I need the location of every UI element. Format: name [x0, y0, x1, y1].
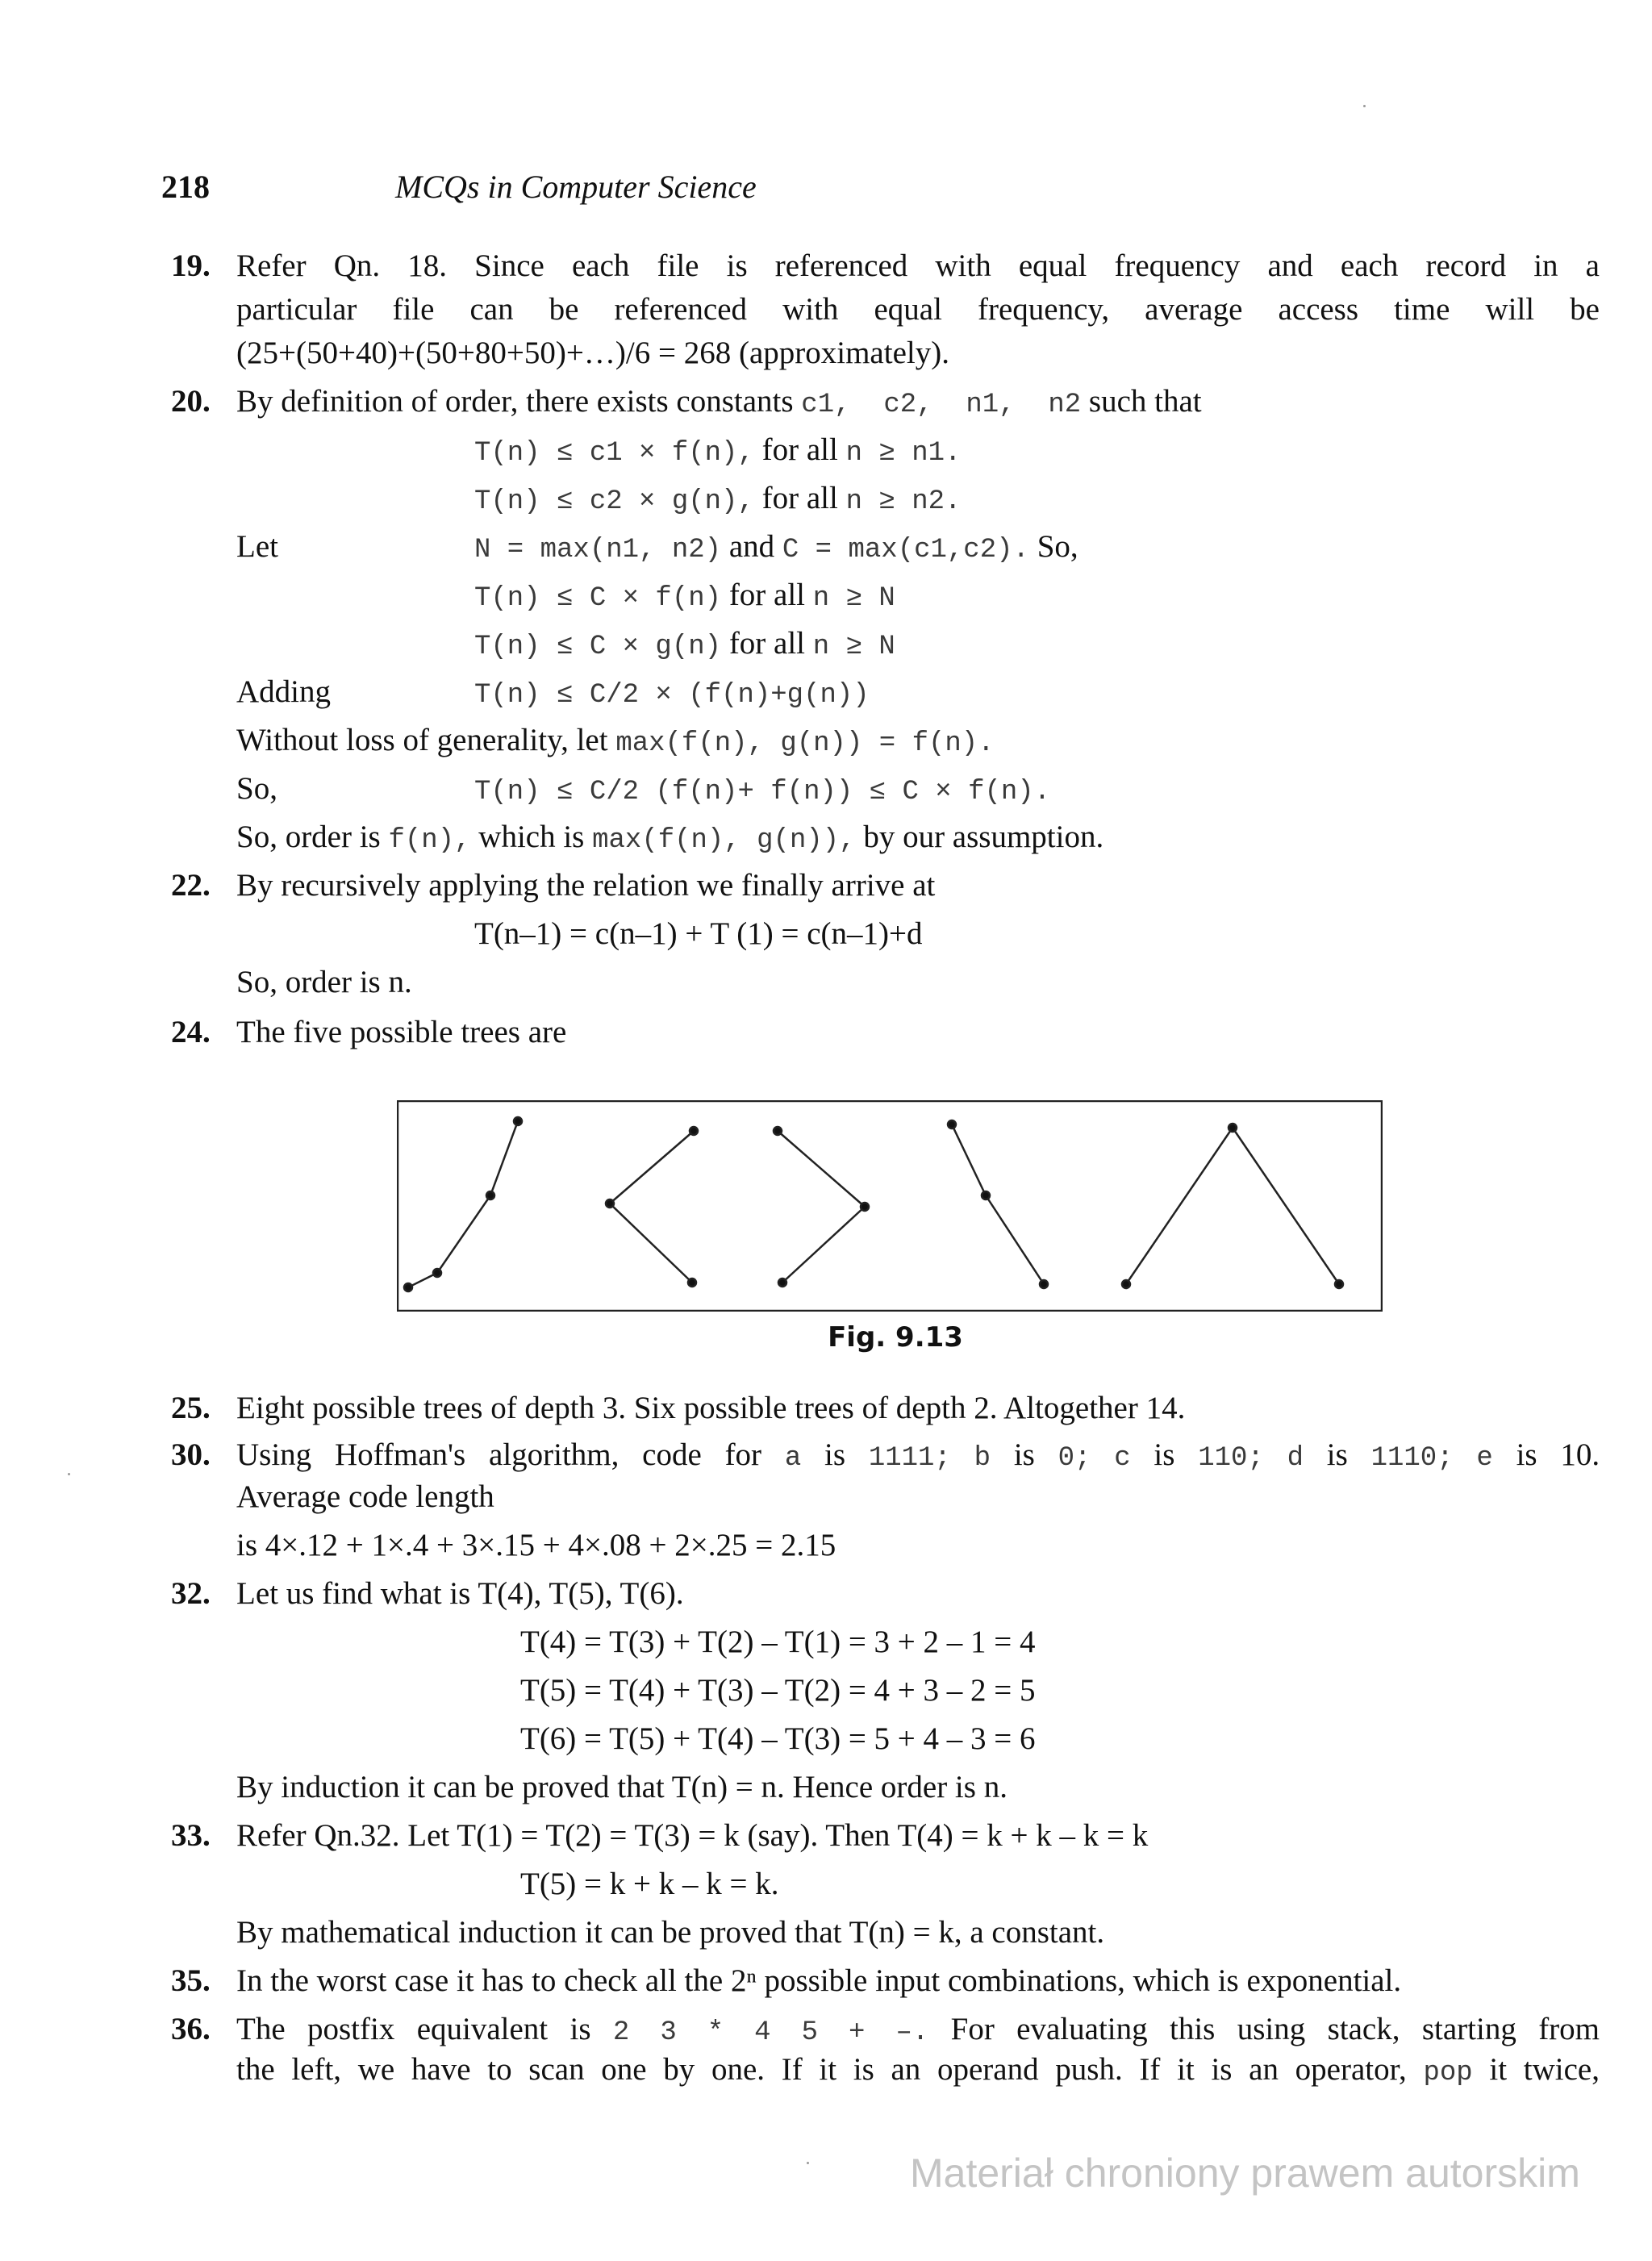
answer-text: So, order is n. — [236, 965, 412, 999]
text: is — [1013, 1437, 1035, 1472]
text: such that — [1088, 384, 1202, 419]
text: Using Hoffman's algorithm, code for — [236, 1437, 762, 1472]
answer-text: The five possible trees are — [236, 1015, 567, 1049]
code-span: T(n) ≤ C/2 (f(n)+ f(n)) ≤ C × f(n). — [474, 777, 1051, 807]
scan-speck — [1363, 105, 1366, 107]
figure-caption: Fig. 9.13 — [828, 1321, 963, 1354]
answer-text — [236, 2050, 1600, 2092]
answer-text — [236, 2010, 1600, 2052]
code-span: max(f(n), g(n)), — [592, 825, 856, 856]
answer-text — [236, 721, 995, 763]
running-title: MCQs in Computer Science — [395, 169, 757, 205]
text: for all — [761, 481, 838, 515]
text: is — [1326, 1437, 1348, 1472]
code-span: T(n) ≤ C × g(n) — [474, 632, 722, 662]
equation — [474, 431, 961, 473]
answer-text — [236, 818, 1103, 860]
answer-number: 30. — [171, 1437, 211, 1472]
answer-text: Refer Qn. 18. Since each file is referenced with equal frequency and each record in a — [236, 248, 1600, 283]
code-span: b — [974, 1443, 991, 1474]
answer-number: 36. — [171, 2012, 211, 2046]
copyright-watermark: Materiał chroniony prawem autorskim — [910, 2150, 1580, 2196]
answer-number: 32. — [171, 1576, 211, 1611]
text: By definition of order, there exists constants — [236, 384, 794, 419]
code-span: 1110; — [1370, 1443, 1454, 1474]
equation — [474, 576, 895, 618]
answer-number: 20. — [171, 384, 211, 419]
equation: T(6) = T(5) + T(4) – T(3) = 5 + 4 – 3 = 6 — [520, 1721, 1036, 1756]
answer-number: 33. — [171, 1818, 211, 1853]
code-span: T(n) ≤ C/2 × (f(n)+g(n)) — [474, 680, 870, 711]
text: So, — [1037, 529, 1078, 564]
code-span: n ≥ n2. — [845, 486, 962, 517]
answer-text: is 4×.12 + 1×.4 + 3×.15 + 4×.08 + 2×.25 = 2.15 — [236, 1528, 836, 1562]
answer-text: By induction it can be proved that T(n) = n. Hence order is n. — [236, 1770, 1007, 1804]
tree-4 — [948, 1120, 1048, 1288]
code-span: T(n) ≤ c2 × g(n), — [474, 486, 754, 517]
answer-text: Eight possible trees of depth 3. Six possible trees of depth 2. Altogether 14. — [236, 1391, 1186, 1425]
text: for all — [728, 578, 806, 612]
text: For evaluating this using stack, starting from — [950, 2012, 1600, 2046]
code-span: d — [1287, 1443, 1304, 1474]
answer-number: 19. — [171, 248, 211, 283]
equation: T(5) = T(4) + T(3) – T(2) = 4 + 3 – 2 = 5 — [520, 1673, 1036, 1708]
code-span: N = max(n1, n2) — [474, 535, 722, 565]
text: and — [728, 529, 775, 564]
code-span: T(n) ≤ c1 × f(n), — [474, 438, 754, 469]
code-span: T(n) ≤ C × f(n) — [474, 583, 722, 614]
equation — [474, 770, 1050, 811]
code-span: n ≥ N — [812, 632, 895, 662]
text: by our assumption. — [863, 820, 1104, 854]
tree-2 — [606, 1127, 698, 1287]
answer-number: 35. — [171, 1963, 211, 1998]
code-span: e — [1476, 1443, 1493, 1474]
text: for all — [728, 626, 806, 661]
text: So, order is — [236, 820, 381, 854]
tree-1 — [404, 1117, 522, 1291]
text: is — [824, 1437, 846, 1472]
scan-speck — [68, 1473, 70, 1475]
tree-3 — [774, 1127, 869, 1287]
equation — [474, 673, 870, 715]
code-span: n ≥ n1. — [845, 438, 962, 469]
answer-text: In the worst case it has to check all the 2ⁿ possible input combinations, which is exponential. — [236, 1963, 1402, 1998]
answer-number: 25. — [171, 1391, 211, 1425]
code-span: n ≥ N — [812, 583, 895, 614]
answer-text: particular file can be referenced with equal frequency, average access time will be — [236, 292, 1600, 327]
scan-speck — [807, 2162, 809, 2164]
equation: T(n–1) = c(n–1) + T (1) = c(n–1)+d — [474, 916, 923, 951]
answer-text — [236, 1436, 1600, 1478]
tree-5 — [1122, 1124, 1343, 1288]
code-span: a — [784, 1443, 802, 1474]
answer-text — [236, 382, 1202, 424]
answer-text: Let us find what is T(4), T(5), T(6). — [236, 1576, 684, 1611]
code-span: max(f(n), g(n)) = f(n). — [615, 728, 995, 759]
equation — [474, 624, 895, 666]
text: is — [1153, 1437, 1175, 1472]
equation — [474, 479, 961, 521]
answer-text: (25+(50+40)+(50+80+50)+…)/6 = 268 (approximately). — [236, 336, 949, 370]
code-span: f(n), — [388, 825, 471, 856]
text: The postfix equivalent is — [236, 2012, 591, 2046]
text: Without loss of generality, let — [236, 723, 608, 757]
text: is 10. — [1516, 1437, 1600, 1472]
text: the left, we have to scan one by one. If it is an operand push. If it is an operator, — [236, 2052, 1407, 2087]
code-span: pop — [1423, 2058, 1473, 2088]
text: for all — [761, 432, 838, 467]
code-span: c1, c2, n1, n2 — [801, 390, 1082, 420]
answer-text: By mathematical induction it can be proved that T(n) = k, a constant. — [236, 1915, 1105, 1950]
equation: T(4) = T(3) + T(2) – T(1) = 3 + 2 – 1 = 4 — [520, 1625, 1036, 1659]
code-span: 110; — [1198, 1443, 1264, 1474]
answer-text: By recursively applying the relation we finally arrive at — [236, 868, 936, 903]
equation: T(5) = k + k – k = k. — [520, 1867, 779, 1901]
label: So, — [236, 771, 277, 806]
code-span: 1111; — [868, 1443, 951, 1474]
equation — [474, 528, 1078, 569]
answer-number: 22. — [171, 868, 211, 903]
code-span: 2 3 * 4 5 + –. — [612, 2017, 929, 2048]
page-number: 218 — [161, 169, 210, 205]
code-span: 0; — [1058, 1443, 1091, 1474]
label: Let — [236, 529, 278, 564]
answer-text: Average code length — [236, 1479, 494, 1514]
text: it twice, — [1489, 2052, 1600, 2087]
code-span: c — [1114, 1443, 1131, 1474]
label: Adding — [236, 674, 331, 709]
text: which is — [478, 820, 585, 854]
code-span: C = max(c1,c2). — [782, 535, 1029, 565]
answer-text: Refer Qn.32. Let T(1) = T(2) = T(3) = k (say). Then T(4) = k + k – k = k — [236, 1818, 1149, 1853]
tree-figure — [397, 1100, 1383, 1312]
figure-frame — [398, 1101, 1382, 1311]
answer-number: 24. — [171, 1015, 211, 1049]
